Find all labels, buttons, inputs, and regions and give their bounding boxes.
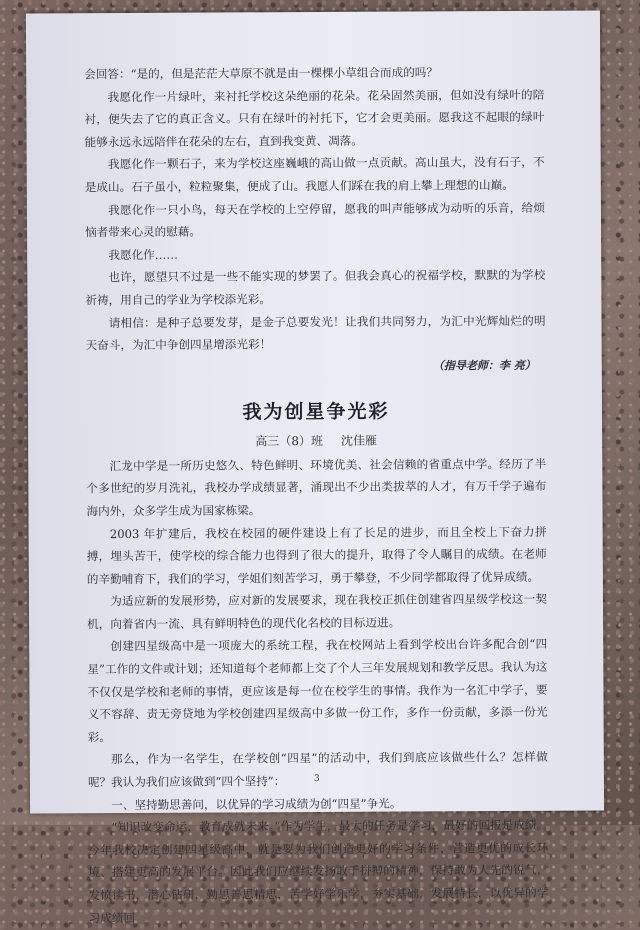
paragraph: 为适应新的发展形势，应对新的发展要求，现在我校正抓住创建省四星级学校这一契机，向着省内一流、具有鲜明特色的现代化名校的目标迈进。 bbox=[87, 592, 548, 632]
paragraph: 我愿化作一颗石子，来为学校这座巍峨的高山做一点贡献。高山虽大，没有石子，不是成山。石子虽小，粒粒聚集，便成了山。我愿人们踩在我的肩上攀上理想的山巅。 bbox=[84, 155, 545, 195]
advisor-signature: （指导老师：李 亮） bbox=[432, 358, 536, 373]
byline-author: 沈佳雁 bbox=[340, 433, 378, 448]
paragraph: 我愿化作一片绿叶，来衬托学校这朵绝丽的花朵。花朵固然美丽，但如没有绿叶的陪衬，便失去了它的真正含义。只有在绿叶的衬托下，它才会更美丽。愿我这不起眼的绿叶能够永远永远陪伴在花朵的左右，直到我变黄、凋落。 bbox=[84, 87, 545, 149]
paragraph: “知识改变命运，教育成就未来。”作为学生，最大的任务是学习，最好的回报是成绩。今年我校决定创建四星级高中，就是要为我们创造更好的学习条件、营造更优的成长环境、搭建更高的发展平台。因此我们应继续发扬敢于拼搏的精神，保持敢为人先的锐气，发愤读书，潜心钻研，勤思善思精思，苦学好学乐学，夯实基础，发展特长，以优异的学习成绩回 bbox=[88, 818, 549, 925]
paragraph: 请相信：是种子总要发芽，是金子总要发光！让我们共同努力，为汇中光辉灿烂的明天奋斗，为汇中争创四星增添光彩！ bbox=[85, 313, 546, 353]
paragraph: 创建四星级高中是一项庞大的系统工程，我在校网站上看到学校出台许多配合创“四星”工作的文件或计划；还知道每个老师都上交了个人三年发展规划和教学反思。我认为这不仅仅是学校和老师的事情，更应该是每一位在校学生的事情。我作为一名汇中学子，要义不容辞、责无旁贷地为学校创建四星级高中多做一份工作，多作一份贡献，多添一份光彩。 bbox=[87, 637, 548, 745]
document-page bbox=[26, 11, 604, 925]
paragraph: 汇龙中学是一所历史悠久、特色鲜明、环境优美、社会信赖的省重点中学。经历了半个多世纪的岁月洗礼，我校办学成绩显著，涌现出不少出类拔萃的人才，有万千学子遍布海内外，众多学生成为国家栋梁。 bbox=[86, 456, 547, 519]
page-number: 3 bbox=[314, 773, 320, 785]
paragraph: 那么，作为一名学生，在学校创“四星”的活动中，我们到底应该做些什么？怎样做呢？我认为我们应该做到“四个坚持”： bbox=[87, 750, 548, 790]
article-byline bbox=[86, 429, 546, 453]
paragraph: 2003 年扩建后，我校在校园的硬件建设上有了长足的进步，而且全校上下奋力拼搏，埋头苦干，使学校的综合能力也得到了很大的提升，取得了令人瞩目的成绩。在老师的辛勤哺育下，我们的学习，学姐们刻苦学习，勇于攀登，不少同学都取得了优异成绩。 bbox=[86, 524, 547, 586]
paragraph: 也许，愿望只不过是一些不能实现的梦罢了。但我会真心的祝福学校，默默的为学校祈祷，用自己的学业为学校添光彩。 bbox=[85, 268, 546, 308]
byline-class: 高三（8）班 bbox=[255, 433, 323, 449]
page-content bbox=[84, 61, 549, 930]
paragraph: 我愿化作一只小鸟，每天在学校的上空停留，愿我的叫声能够成为动听的乐音，给烦恼者带来心灵的慰藉。 bbox=[85, 200, 545, 240]
paragraph: 我愿化作…… bbox=[108, 247, 178, 262]
paragraph: 一、坚持勤思善问，以优异的学习成绩为创“四星”争光。 bbox=[111, 796, 402, 812]
paragraph: 会回答：“是的，但是茫茫大草原不就是由一棵棵小草组合而成的吗？ bbox=[84, 65, 439, 82]
article-title: 我为创星争光彩 bbox=[242, 400, 390, 424]
